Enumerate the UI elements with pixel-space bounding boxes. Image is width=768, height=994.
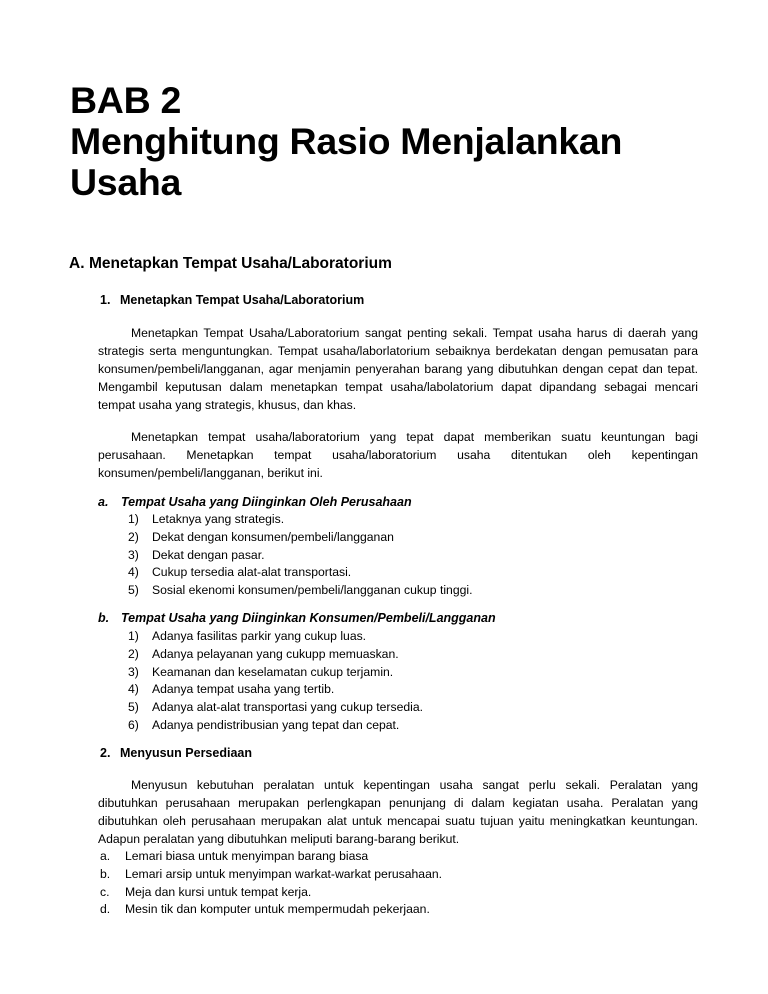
section-heading-a [69, 255, 392, 273]
subsection-heading-2 [100, 746, 252, 760]
list-b-items [128, 628, 423, 735]
list-a-items [128, 511, 472, 600]
list-item: 5) Adanya alat-alat transportasi yang cukup tersedia. [128, 700, 423, 715]
list-item: 3) Keamanan dan keselamatan cukup terjamin. [128, 664, 394, 679]
list-item: 3) Dekat dengan pasar. [128, 547, 265, 562]
list-item: b. Lemari arsip untuk menyimpan warkat-warkat perusahaan. [100, 866, 443, 881]
list-item: a. Lemari biasa untuk menyimpan barang biasa [100, 849, 369, 863]
subsection-number: 2. [100, 746, 111, 760]
list-heading-text: Tempat Usaha yang Diinginkan Konsumen/Pembeli/Langganan [121, 611, 496, 625]
chapter-title-line: Usaha [70, 161, 182, 203]
list-heading-b [98, 611, 496, 625]
list-item: 1) Adanya fasilitas parkir yang cukup luas. [128, 629, 367, 643]
list-heading-text: Tempat Usaha yang Diinginkan Oleh Perusahaan [121, 495, 412, 509]
list-item: c. Meja dan kursi untuk tempat kerja. [100, 884, 312, 899]
list-item: 2) Adanya pelayanan yang cukupp memuaskan. [128, 646, 399, 661]
subsection-heading-1 [100, 293, 364, 307]
section-heading-text: Menetapkan Tempat Usaha/Laboratorium [89, 255, 392, 272]
list-item: d. Mesin tik dan komputer untuk mempermudah pekerjaan. [100, 902, 430, 917]
paragraph: Menetapkan tempat usaha/laboratorium yang tepat dapat memberikan suatu keuntungan bagi perusahaan. Menetapkan tempat usaha/laboratorium usaha ditentukan oleh kepentingan konsumen/pembeli/langganan, berikut ini. [98, 430, 698, 480]
list-item: 1) Letaknya yang strategis. [128, 512, 285, 526]
paragraph: Menetapkan Tempat Usaha/Laboratorium sangat penting sekali. Tempat usaha harus di daerah yang strategis serta menguntungkan. Tempat usaha/laborlatorium sebaiknya berdekatan dengan pemusatan para konsumen/pembeli/langganan, agar menjamin penyerahan barang yang dibutuhkan dengan cepat dan tepat. Mengambil keputusan dalam menetapkan tempat usaha/labolatorium dapat dipandang sebagai mencari tempat usaha yang strategis, khusus, dan khas. [98, 326, 698, 412]
chapter-title-line: Menghitung Rasio Menjalankan [70, 120, 623, 162]
list-label: a. [98, 495, 109, 509]
list-item: 4) Cukup tersedia alat-alat transportasi. [128, 565, 352, 580]
chapter-title [70, 80, 622, 203]
list-label: b. [98, 611, 110, 625]
subsection-heading-text: Menyusun Persediaan [120, 746, 252, 760]
list-item: 4) Adanya tempat usaha yang tertib. [128, 682, 335, 697]
list-item: 5) Sosial ekenomi konsumen/pembeli/langganan cukup tinggi. [128, 583, 473, 598]
subsection-number: 1. [100, 293, 111, 307]
section-label: A. [69, 255, 85, 272]
subsection-heading-text: Menetapkan Tempat Usaha/Laboratorium [120, 293, 365, 307]
chapter-number: BAB 2 [70, 79, 182, 121]
sub2-items [100, 848, 442, 919]
list-item: 6) Adanya pendistribusian yang tepat dan cepat. [128, 717, 400, 732]
list-heading-a [98, 495, 412, 509]
paragraph: Menyusun kebutuhan peralatan untuk kepentingan usaha sangat perlu sekali. Peralatan yang dibutuhkan perusahaan merupakan perlengkapan penunjang di dalam kegiatan usaha. Peralatan yang dibutuhkan oleh perusahaan merupakan alat untuk mencapai suatu tujuan yaitu meningkatkan keuntungan. Adapun peralatan yang dibutuhkan meliputi barang-barang berikut. [98, 778, 698, 846]
list-item: 2) Dekat dengan konsumen/pembeli/langganan [128, 529, 394, 544]
